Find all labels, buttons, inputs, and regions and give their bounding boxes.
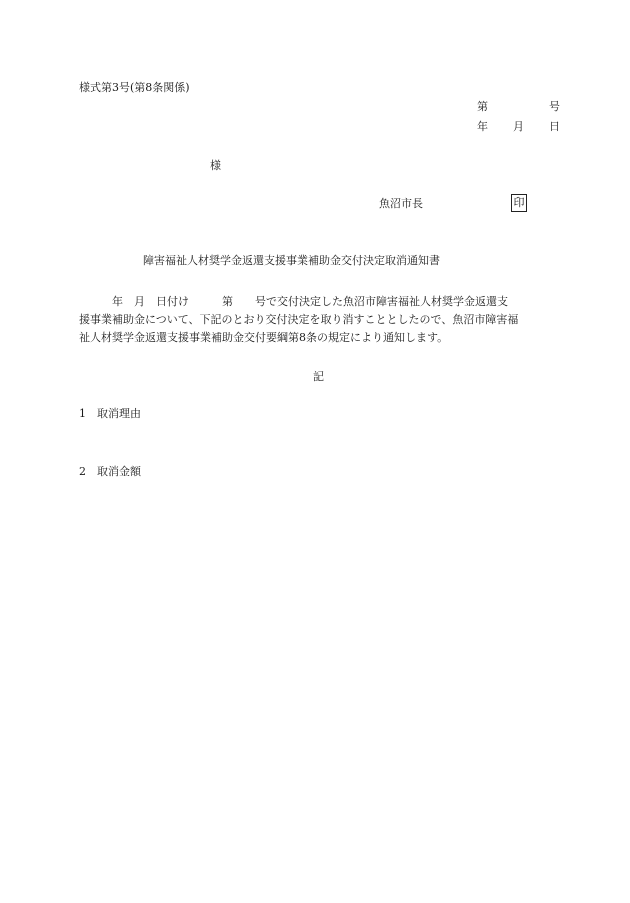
recipient-honorific: 様 [210,159,221,172]
number-suffix: 号 [549,100,560,113]
item-label: 取消理由 [97,407,141,420]
item-label: 取消金額 [97,465,141,478]
item-number: 2 [79,465,86,478]
date-month: 月 [513,120,524,133]
date-line [477,120,562,134]
form-label: 様式第3号(第8条関係) [79,81,190,94]
list-item [79,465,141,479]
date-year: 年 [477,120,488,133]
date-day: 日 [549,120,560,133]
document-number-line [477,100,562,114]
item-number: 1 [79,407,86,420]
seal-stamp-box: 印 [511,194,527,212]
document-title: 障害福祉人材奨学金返還支援事業補助金交付決定取消通知書 [143,254,440,267]
number-prefix: 第 [477,100,488,113]
ki-heading: 記 [313,370,324,383]
body-paragraph [79,293,564,347]
body-line: 祉人材奨学金返還支援事業補助金交付要綱第8条の規定により通知します。 [79,331,449,344]
issuer-name: 魚沼市長 [379,197,423,210]
body-line: 援事業補助金について、下記のとおり交付決定を取り消すこととしたので、魚沼市障害福 [79,313,519,326]
list-item [79,407,141,421]
body-line: 年 月 日付け 第 号で交付決定した魚沼市障害福祉人材奨学金返還支 [79,295,508,308]
